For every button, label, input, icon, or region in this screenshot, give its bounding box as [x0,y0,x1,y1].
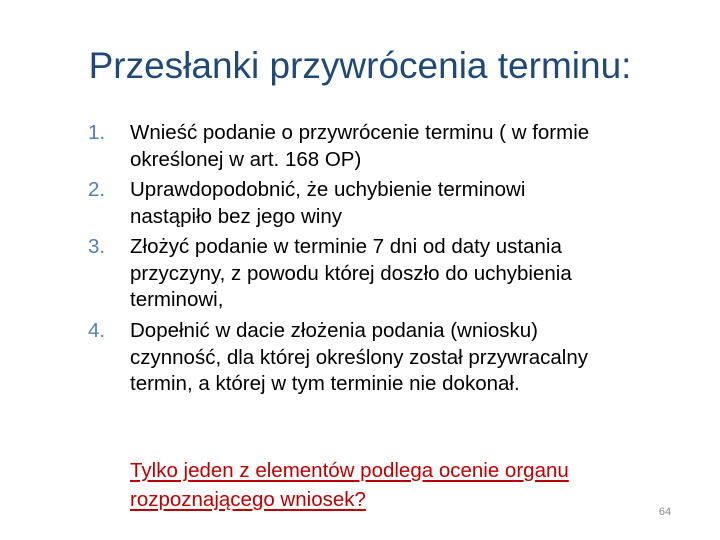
list-item-line: Uprawdopodobnić, że uchybienie terminowi [130,178,526,202]
list-item-2 [88,177,688,230]
premises-list [88,120,688,402]
list-item-line: Wnieść podanie o przywrócenie terminu ( w formie [130,121,590,144]
list-item-line: nastąpiło bez jego winy [130,204,342,228]
question-note-line: rozpoznającego wniosek? [130,488,366,511]
list-item-line: czynność, dla której określony został przywracalny [130,345,589,369]
list-item-line: określonej w art. 168 OP) [130,147,362,171]
list-item-line: przyczyny, z powodu której doszło do uchybienia [130,261,572,285]
list-item-3 [88,234,688,314]
list-item-line: Dopełnić w dacie złożenia podania (wniosku) [130,319,538,343]
list-item-4 [88,318,688,398]
page-number: 64 [658,506,672,518]
list-number: 4. [88,319,106,343]
question-note-line: Tylko jeden z elementów podlega ocenie organu [130,459,569,482]
slide-title: Przesłanki przywrócenia terminu: [88,45,632,86]
list-number: 2. [88,178,106,202]
list-item-line: termin, a której w tym terminie nie dokonał. [130,372,520,396]
list-item-line: Złożyć podanie w terminie 7 dni od daty ustania [130,235,562,259]
list-number: 1. [88,121,106,144]
list-item-line: terminowi, [130,288,224,312]
question-note [130,456,660,514]
list-item-1 [88,120,688,173]
list-number: 3. [88,235,106,259]
